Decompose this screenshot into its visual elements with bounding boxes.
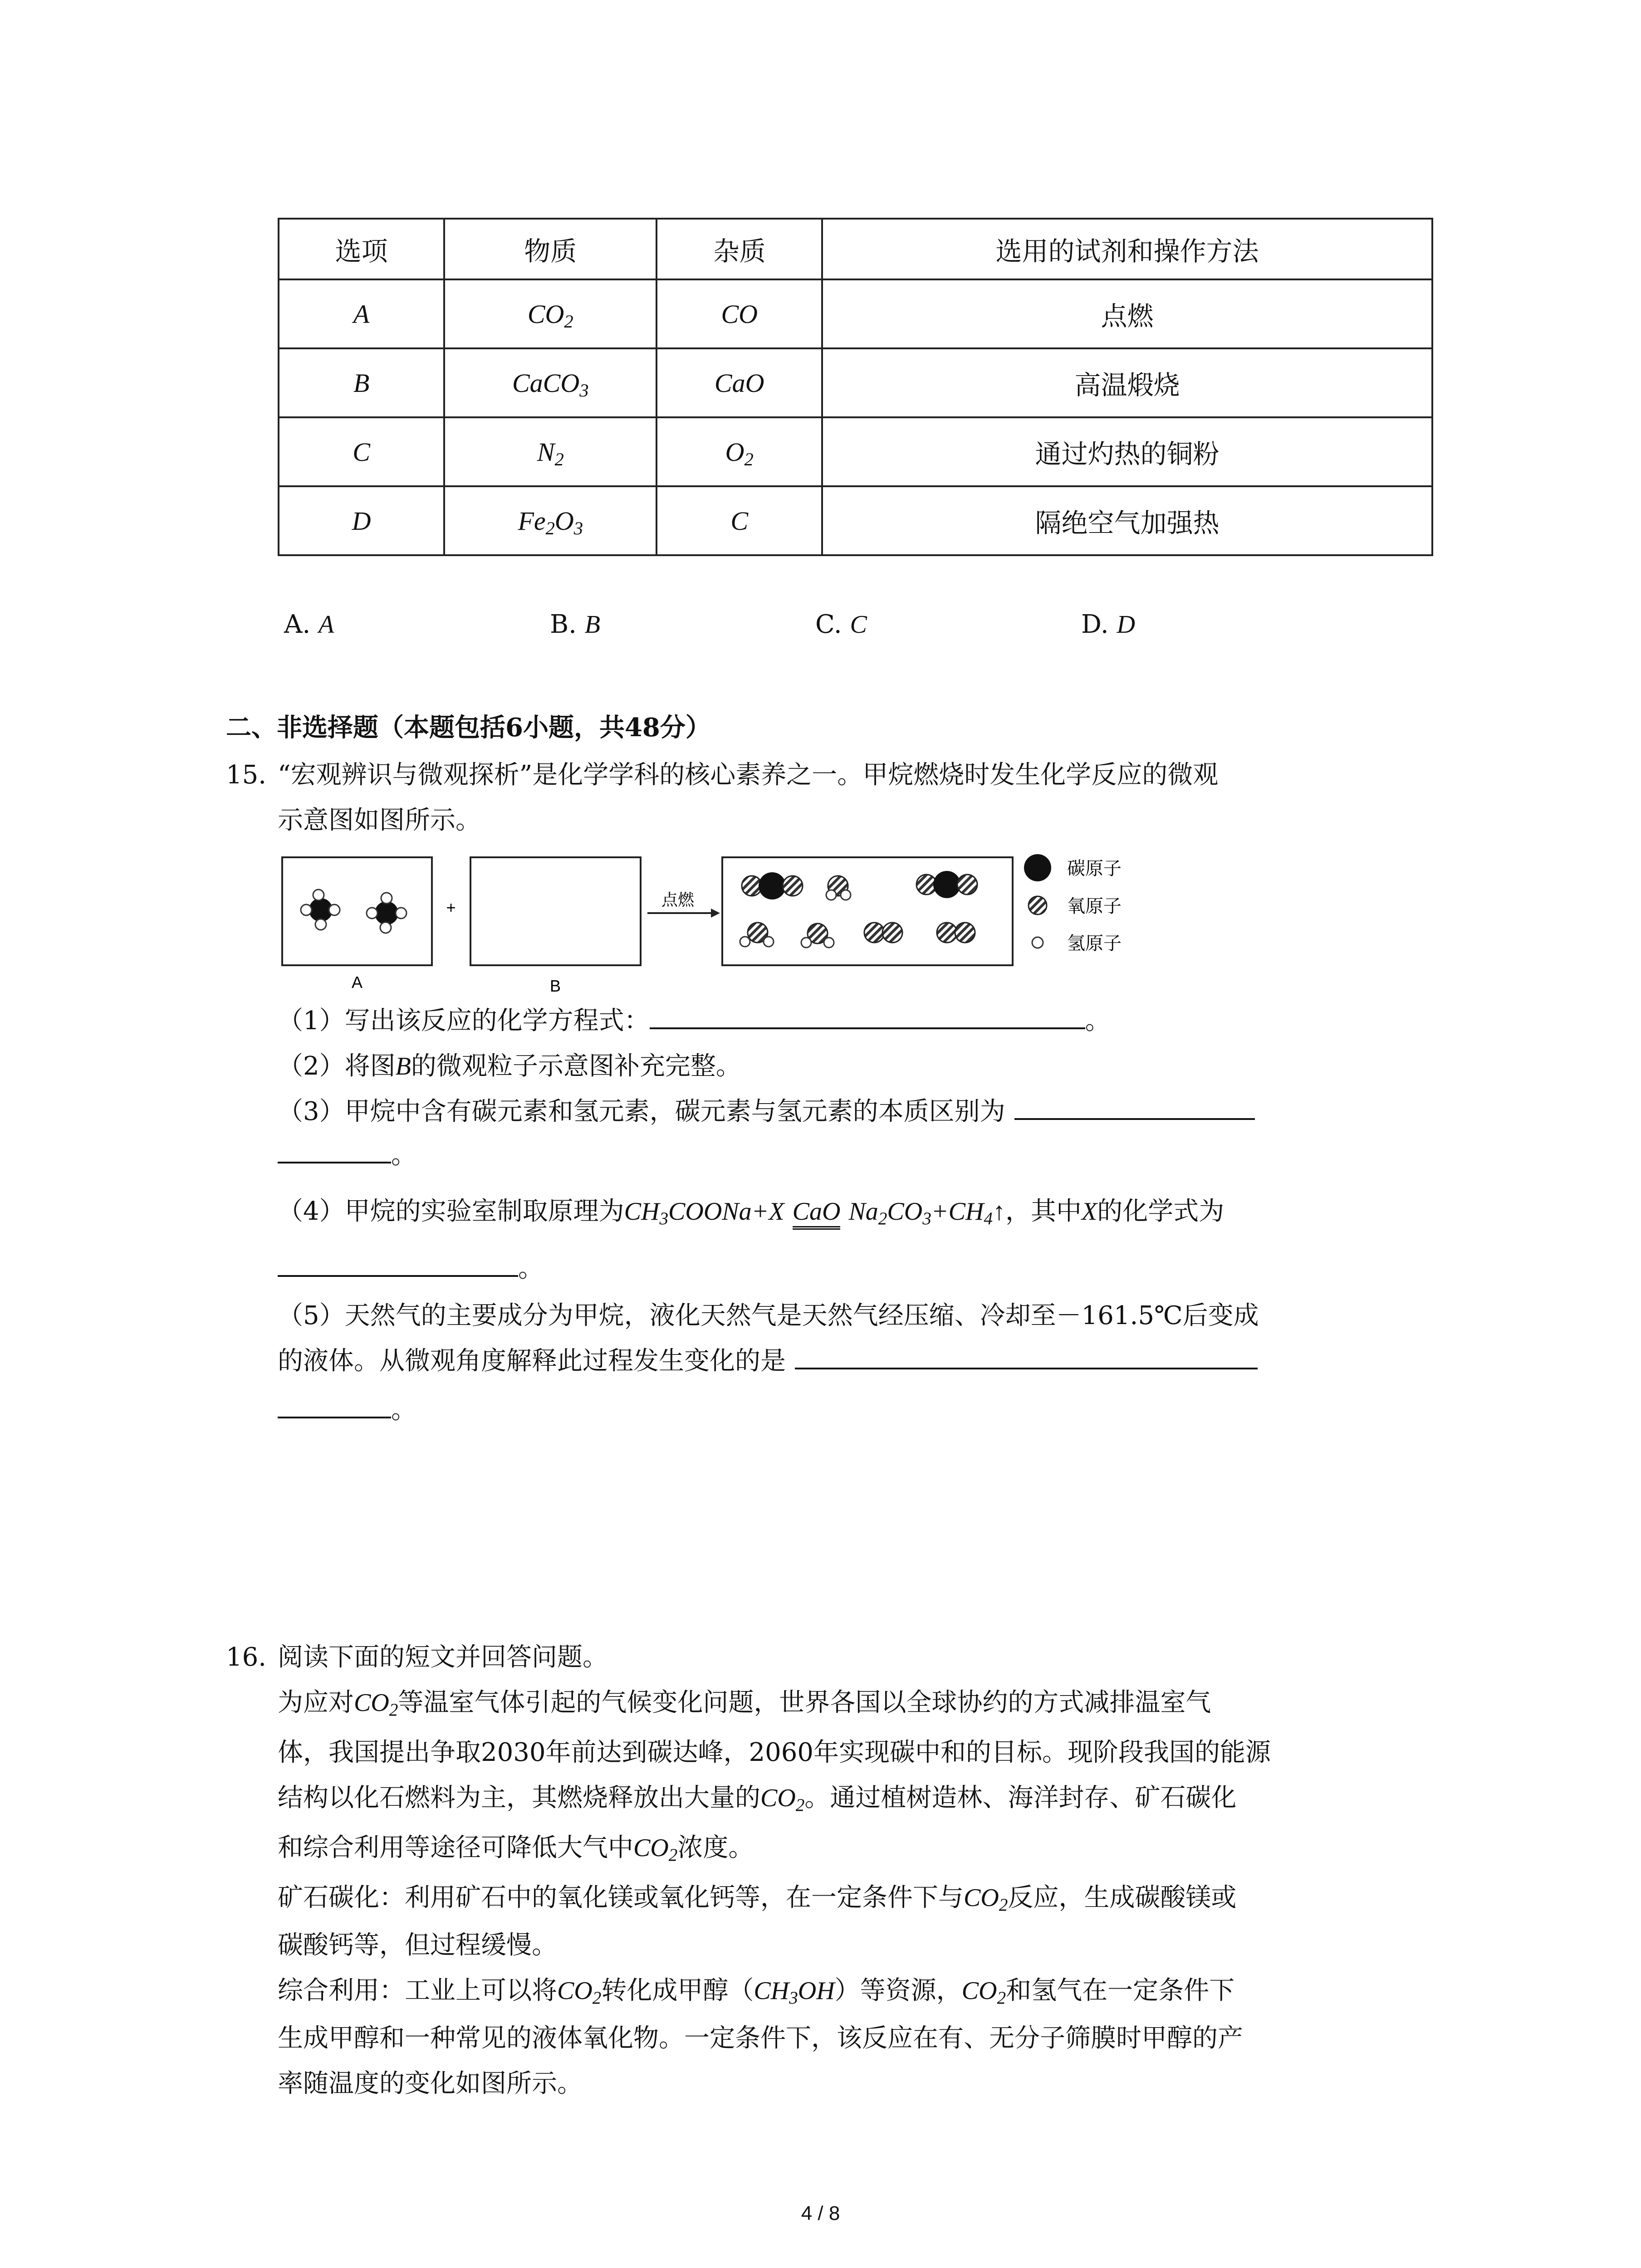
impurity-cell: C <box>656 486 822 555</box>
q15-sub4: （4）甲烷的实验室制取原理为$CH_3COONa+X$ CaO $Na_2CO_3+CH_4↑$，其中X的化学式为 <box>278 1194 1224 1230</box>
legend-carbon-label: 碳原子 <box>1067 859 1122 879</box>
substance-cell: CaCO$_3$ <box>444 348 656 417</box>
box-products <box>722 857 1013 965</box>
page-number: 4 / 8 <box>801 2202 840 2224</box>
option-cell: D <box>279 486 444 555</box>
label-b: B <box>549 977 561 995</box>
q15-number: 15. <box>226 760 267 790</box>
water-molecule <box>801 924 834 948</box>
q15-intro-line2: 示意图如图所示。 <box>278 806 481 835</box>
table-header: 选用的试剂和操作方法 <box>822 219 1432 279</box>
impurity-cell: $O_2$ <box>656 417 822 486</box>
answer-blank[interactable] <box>795 1347 1258 1369</box>
q16-line4: 和综合利用等途径可降低大气中$CO_2$浓度。 <box>278 1833 754 1865</box>
legend-hydrogen-icon <box>1032 937 1043 948</box>
reaction-condition: CaO <box>793 1198 841 1230</box>
answer-blank[interactable] <box>278 1396 391 1418</box>
method-cell: 点燃 <box>822 279 1432 348</box>
q15-sub5-line1: （5）天然气的主要成分为甲烷，液化天然气是天然气经压缩、冷却至－161.5℃后变成 <box>278 1301 1259 1330</box>
substance-cell: $Fe_2O_3$ <box>444 486 656 555</box>
label-a: A <box>351 973 363 992</box>
answer-blank[interactable] <box>1014 1097 1255 1120</box>
q15-sub3-cont: 。 <box>278 1138 416 1173</box>
legend-oxygen-label: 氧原子 <box>1067 896 1122 916</box>
methane-molecule <box>301 890 340 930</box>
q16-line2: 体，我国提出争取2030年前达到碳达峰，2060年实现碳中和的目标。现阶段我国的能源 <box>278 1738 1271 1767</box>
method-cell: 通过灼热的铜粉 <box>822 417 1432 486</box>
q16-line8: 生成甲醇和一种常见的液体氧化物。一定条件下，该反应在有、无分子筛膜时甲醇的产 <box>278 2024 1243 2053</box>
box-b <box>470 857 641 965</box>
method-cell: 隔绝空气加强热 <box>822 486 1432 555</box>
oxygen-molecule <box>864 923 902 943</box>
co2-molecule <box>916 871 977 898</box>
q15-sub2: （2）将图B的微观粒子示意图补充完整。 <box>278 1051 741 1081</box>
q15-sub4-cont: 。 <box>278 1251 544 1286</box>
answer-blank[interactable] <box>650 1007 1085 1029</box>
impurity-cell: CaO <box>656 348 822 417</box>
arrow-label: 点燃 <box>661 890 695 909</box>
q16-number: 16. <box>226 1642 267 1672</box>
equation-right: $Na_2CO_3+CH_4↑$ <box>848 1198 1005 1228</box>
arrow-head <box>711 909 720 918</box>
water-molecule <box>740 923 774 947</box>
choice-c[interactable]: C. C <box>815 610 867 639</box>
equation-left: $CH_3COONa+X$ <box>624 1198 784 1228</box>
plus-sign: + <box>446 898 456 917</box>
option-cell: B <box>279 348 444 417</box>
option-cell: A <box>279 279 444 348</box>
table-row <box>279 417 1432 486</box>
q16-line6: 碳酸钙等，但过程缓慢。 <box>278 1931 557 1960</box>
q16-line1: 为应对$CO_2$等温室气体引起的气候变化问题，世界各国以全球协约的方式减排温室气 <box>278 1688 1211 1720</box>
table-row <box>279 279 1432 348</box>
legend-oxygen-icon <box>1029 896 1047 914</box>
q16-line7: 综合利用：工业上可以将$CO_2$转化成甲醇$(CH_3OH)$等资源，$CO_2$和氢气在一定条件下 <box>278 1976 1235 2008</box>
q15-sub5-line2: 的液体。从微观角度解释此过程发生变化的是 <box>278 1344 1258 1379</box>
substance-cell: $N_2$ <box>444 417 656 486</box>
q15-sub1: （1）写出该反应的化学方程式： 。 <box>278 1006 1111 1036</box>
oxygen-molecule <box>937 923 975 943</box>
section-title: 二、非选择题（本题包括6小题，共48分） <box>226 713 711 743</box>
choice-d[interactable]: D. D <box>1081 610 1135 639</box>
table-header-row <box>279 219 1432 279</box>
answer-blank[interactable] <box>278 1141 391 1163</box>
method-cell: 高温煅烧 <box>822 348 1432 417</box>
co2-molecule <box>742 872 803 899</box>
table-row <box>279 348 1432 417</box>
legend-hydrogen-label: 氢原子 <box>1067 934 1122 953</box>
q15-sub5-cont: 。 <box>278 1393 416 1428</box>
options-table <box>278 218 1433 556</box>
q16-line5: 矿石碳化：利用矿石中的氧化镁或氧化钙等，在一定条件下与$CO_2$反应，生成碳酸镁或 <box>278 1883 1237 1915</box>
legend-carbon-icon <box>1024 854 1051 881</box>
methane-molecule <box>367 893 407 933</box>
table-header: 物质 <box>444 219 656 279</box>
impurity-cell: CO <box>656 279 822 348</box>
table-row <box>279 486 1432 555</box>
choice-b[interactable]: B. B <box>550 610 600 639</box>
q15-intro-line1: “宏观辨识与微观探析”是化学学科的核心素养之一。甲烷燃烧时发生化学反应的微观 <box>278 760 1219 790</box>
option-cell: C <box>279 417 444 486</box>
q16-line3: 结构以化石燃料为主，其燃烧释放出大量的$CO_2$。通过植树造林、海洋封存、矿石碳化 <box>278 1783 1237 1815</box>
q16-line0: 阅读下面的短文并回答问题。 <box>278 1642 608 1672</box>
substance-cell: $CO_2$ <box>444 279 656 348</box>
answer-blank[interactable] <box>278 1254 518 1277</box>
q15-sub3: （3）甲烷中含有碳元素和氢元素，碳元素与氢元素的本质区别为 <box>278 1094 1255 1129</box>
choice-a[interactable]: A. A <box>284 610 334 639</box>
q16-line9: 率随温度的变化如图所示。 <box>278 2069 583 2098</box>
sub4-post: ，其中X的化学式为 <box>1005 1197 1225 1226</box>
table-header: 选项 <box>279 219 444 279</box>
reaction-diagram <box>278 852 1185 1002</box>
water-molecule <box>826 876 851 900</box>
table-header: 杂质 <box>656 219 822 279</box>
